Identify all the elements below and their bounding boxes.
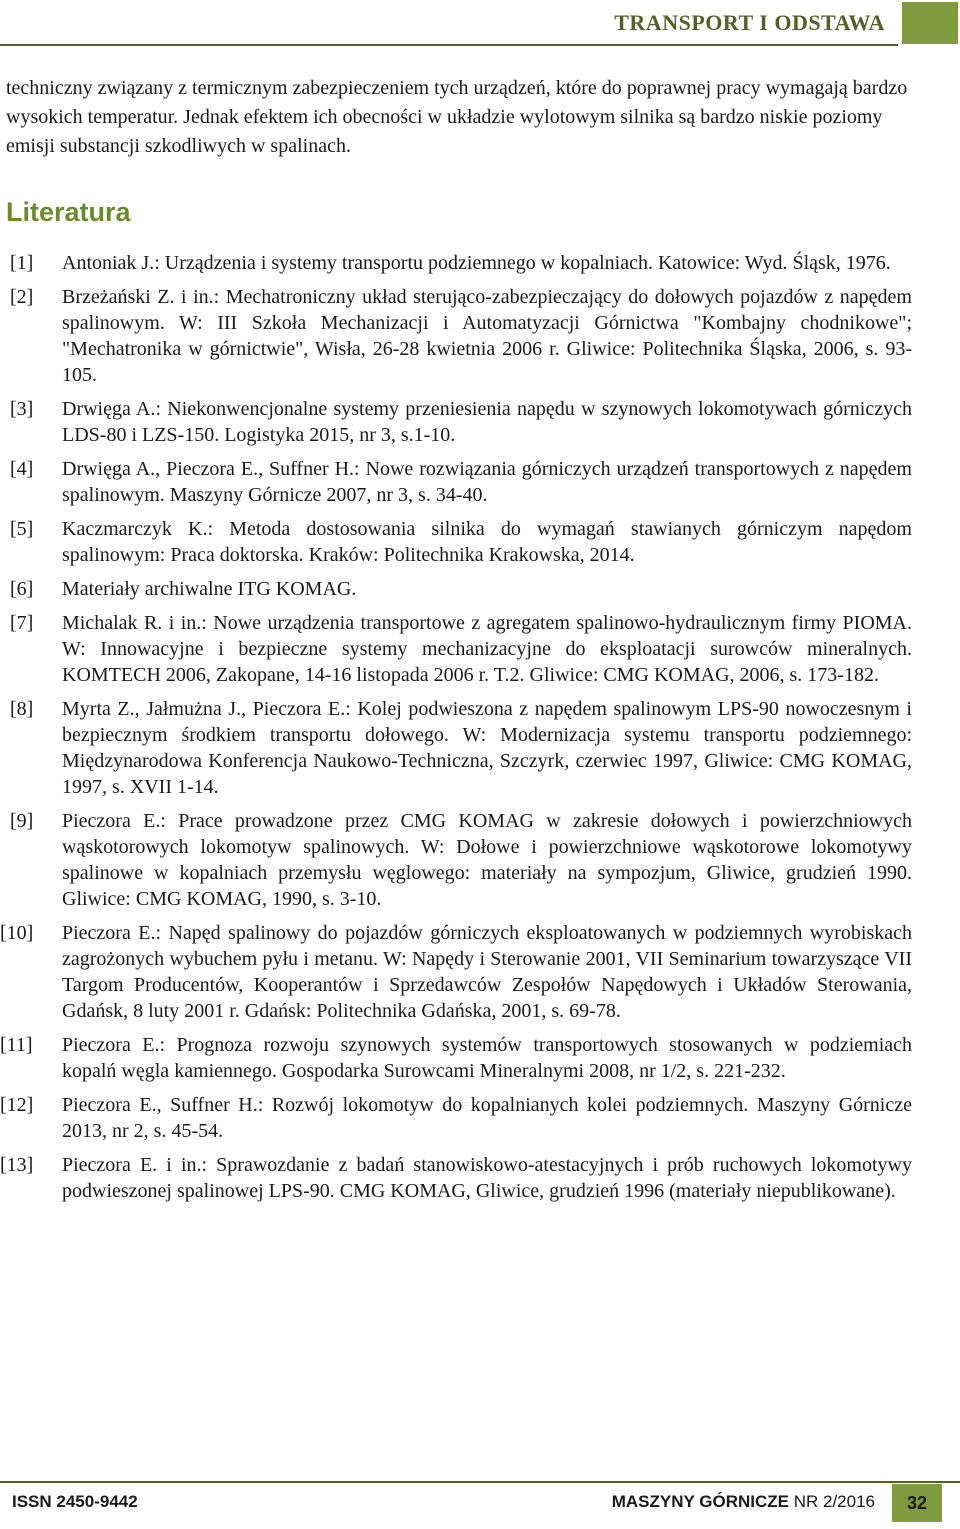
reference-text: Antoniak J.: Urządzenia i systemy transportu podziemnego w kopalniach. Katowice: Wyd. Śląsk, 1976. [62,252,891,274]
reference-item [0,456,912,508]
reference-text: Pieczora E., Suffner H.: Rozwój lokomotyw do kopalnianych kolei podziemnych. Maszyny Górnicze 2013, nr 2, s. 45-54. [62,1094,912,1142]
reference-text: Pieczora E.: Napęd spalinowy do pojazdów górniczych eksploatowanych w podziemnych wyrobiskach zagrożonych wybuchem pyłu i metanu. W: Napędy i Sterowanie 2001, VII Seminarium towarzyszące VII Targom Producentów, Kooperantów i Sprzedawców Zespołów Napędowych i Układów Sterowania, Gdańsk, 8 luty 2001 r. Gdańsk: Politechnika Gdańska, 2001, s. 69-78. [62,922,912,1022]
reference-number: [5] [10,518,34,540]
page-number: 32 [892,1484,942,1522]
reference-number: [9] [10,810,34,832]
reference-number: [10] [0,922,34,944]
reference-text: Kaczmarczyk K.: Metoda dostosowania silnika do wymagań stawianych górniczym napędom spalinowym: Praca doktorska. Kraków: Politechnika Krakowska, 2014. [62,518,912,566]
reference-item [0,610,912,688]
reference-item [0,1032,912,1084]
reference-item [0,396,912,448]
footer-rule [0,1481,960,1483]
reference-number: [7] [10,612,34,634]
reference-number: [13] [0,1154,34,1176]
reference-text: Drwięga A.: Niekonwencjonalne systemy przeniesienia napędu w szynowych lokomotywach górniczych LDS-80 i LZS-150. Logistyka 2015, nr 3, s.1-10. [62,398,912,446]
intro-paragraph: techniczny związany z termicznym zabezpieczeniem tych urządzeń, które do poprawnej pracy wymagają bardzo wysokich temperatur. Jednak efektem ich obecności w układzie wylotowym silnika są bardzo niskie poziomy emisji substancji szkodliwych w spalinach. [6,77,908,157]
reference-text: Pieczora E. i in.: Sprawozdanie z badań stanowiskowo-atestacyjnych i prób ruchowych lokomotywy podwieszonej spalinowej LPS-90. CMG KOMAG, Gliwice, grudzień 1996 (materiały niepublikowane). [62,1154,912,1202]
reference-text: Materiały archiwalne ITG KOMAG. [62,578,357,600]
reference-text: Michalak R. i in.: Nowe urządzenia transportowe z agregatem spalinowo-hydraulicznym firmy PIOMA. W: Innowacyjne i bezpieczne systemy mechanizacyjne do eksploatacji surowców mineralnych. KOMTECH 2006, Zakopane, 14-16 listopada 2006 r. T.2. Gliwice: CMG KOMAG, 2006, s. 173-182. [62,612,912,686]
footer-issn: ISSN 2450-9442 [12,1492,138,1511]
reference-text: Brzeżański Z. i in.: Mechatroniczny układ sterująco-zabezpieczający do dołowych pojazdów z napędem spalinowym. W: III Szkoła Mechanizacji i Automatyzacji Górnictwa "Kombajny chodnikowe"; "Mechatronika w górnictwie", Wisła, 26-28 kwietnia 2006 r. Gliwice: Politechnika Śląska, 2006, s. 93-105. [62,286,912,386]
reference-number: [12] [0,1094,34,1116]
footer-journal-name: MASZYNY GÓRNICZE [611,1492,789,1511]
reference-item [0,1092,912,1144]
reference-item [0,696,912,800]
reference-number: [2] [10,286,34,308]
reference-number: [4] [10,458,34,480]
reference-number: [1] [10,252,34,274]
reference-number: [11] [0,1034,33,1056]
reference-item [0,250,912,276]
page-header [0,0,960,46]
section-title: Literatura [6,197,131,227]
reference-text: Drwięga A., Pieczora E., Suffner H.: Nowe rozwiązania górniczych urządzeń transportowych z napędem spalinowym. Maszyny Górnicze 2007, nr 3, s. 34-40. [62,458,912,506]
reference-number: [8] [10,698,34,720]
header-accent-box [902,2,958,44]
reference-text: Pieczora E.: Prognoza rozwoju szynowych systemów transportowych stosowanych w podziemiach kopalń węgla kamiennego. Gospodarka Surowcami Mineralnymi 2008, nr 1/2, s. 221-232. [62,1034,912,1082]
footer-issue: NR 2/2016 [793,1492,875,1511]
reference-text: Myrta Z., Jałmużna J., Pieczora E.: Kolej podwieszona z napędem spalinowym LPS-90 nowoczesnym i bezpiecznym środkiem transportu dołowego. W: Modernizacja systemu transportu podziemnego: Międzynarodowa Konferencja Naukowo-Techniczna, Szczyrk, czerwiec 1997, Gliwice: CMG KOMAG, 1997, s. XVII 1-14. [62,698,912,798]
reference-item [0,1152,912,1204]
reference-item [0,576,912,602]
reference-text: Pieczora E.: Prace prowadzone przez CMG KOMAG w zakresie dołowych i powierzchniowych wąskotorowych lokomotyw spalinowych. W: Dołowe i powierzchniowe wąskotorowe lokomotywy spalinowe w kopalniach przemysłu węglowego: materiały na sympozjum, Gliwice, grudzień 1990. Gliwice: CMG KOMAG, 1990, s. 3-10. [62,810,912,910]
reference-number: [3] [10,398,34,420]
reference-list [0,250,912,1204]
header-rule [0,44,898,46]
reference-item [0,284,912,388]
reference-item [0,920,912,1024]
reference-item [0,808,912,912]
footer-journal [612,1492,875,1512]
running-header-title: TRANSPORT I ODSTAWA [614,10,885,35]
reference-item [0,516,912,568]
reference-number: [6] [10,578,34,600]
